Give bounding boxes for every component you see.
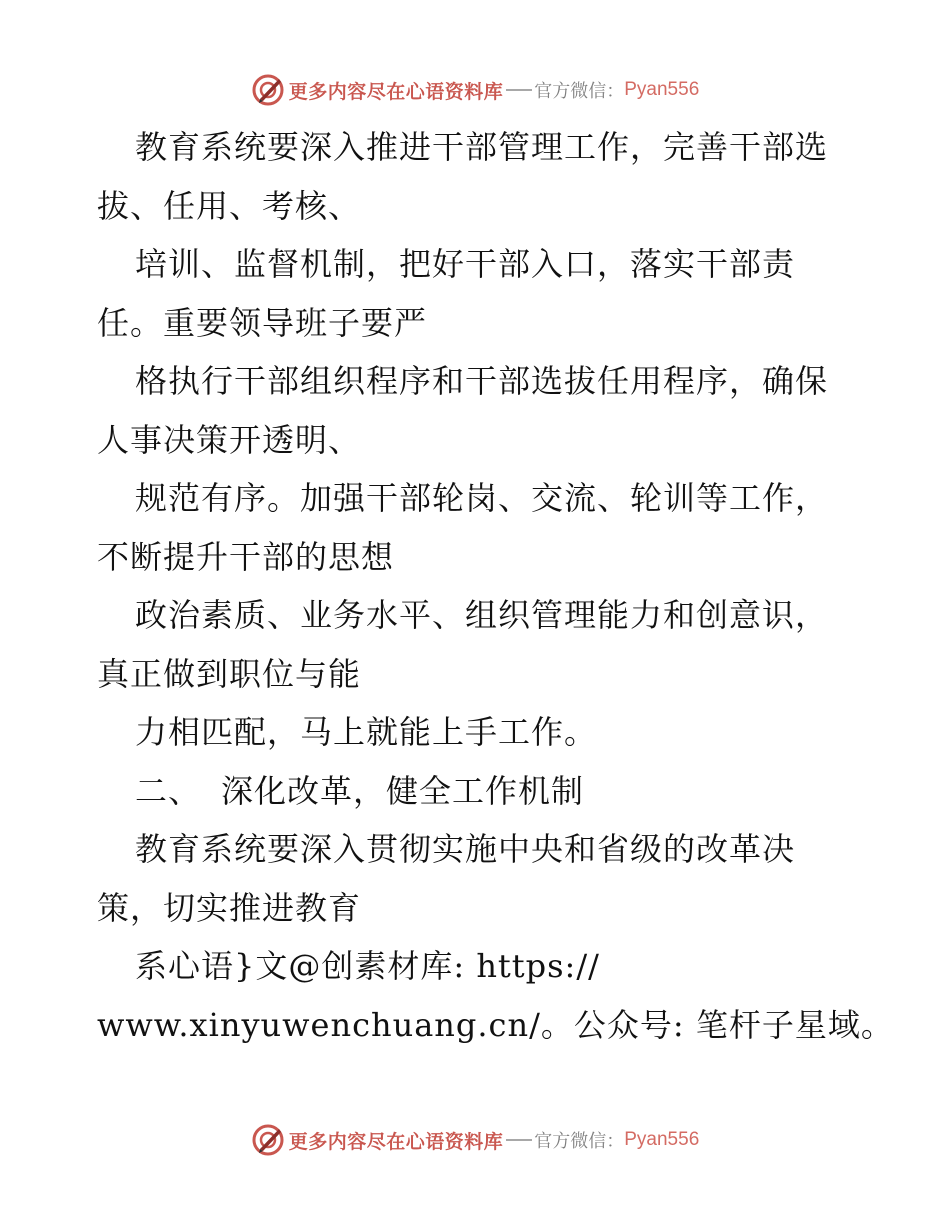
watermark-text: 更多内容尽在心语资料库 (288, 1130, 504, 1153)
paragraph-line: 规范有序。加强干部轮岗、交流、轮训等工作， (135, 479, 829, 517)
paragraph-line: 策，切实推进教育 (97, 888, 362, 927)
section-heading-number: 二、 (135, 771, 202, 810)
watermark-text: 更多内容尽在心语资料库 (288, 80, 504, 103)
paragraph-line: 教育系统要深入贯彻实施中央和省级的改革决 (135, 830, 796, 868)
paragraph-line: 拔、任用、考核、 (97, 186, 362, 225)
paragraph-line: 教育系统要深入推进干部管理工作，完善干部选 (135, 128, 829, 166)
footer-watermark (0, 1122, 950, 1158)
paragraph-line: 政治素质、业务水平、组织管理能力和创意识， (135, 596, 829, 634)
document-body (97, 118, 894, 1054)
paragraph-line: 格执行干部组织程序和干部选拔任用程序，确保 (135, 362, 829, 400)
watermark-wechat-label: 官方微信： (534, 81, 625, 102)
paragraph-line: 系心语}文@创素材库: https:// (135, 947, 600, 985)
paragraph-line: 力相匹配，马上就能上手工作。 (135, 713, 598, 751)
header-watermark (0, 72, 950, 108)
paragraph-line: www.xinyuwenchuang.cn/。公众号: 笔杆子星域。 (97, 1005, 894, 1044)
paragraph-line: 培训、监督机制，把好干部入口，落实干部责 (135, 245, 796, 283)
watermark-wechat-id: Pyan556 (624, 79, 700, 100)
brand-logo-icon (251, 73, 285, 107)
paragraph-line: 不断提升干部的思想 (97, 537, 395, 576)
watermark-wechat-label: 官方微信： (534, 1131, 625, 1152)
brand-logo-icon (251, 1123, 285, 1157)
watermark-wechat-id: Pyan556 (624, 1129, 700, 1150)
paragraph-line: 人事决策开透明、 (97, 420, 362, 459)
paragraph-line: 真正做到职位与能 (97, 654, 362, 693)
watermark-dash (506, 1139, 532, 1141)
paragraph-line: 任。重要领导班子要严 (97, 303, 428, 342)
section-heading (97, 762, 867, 821)
section-heading-text: 深化改革，健全工作机制 (221, 771, 585, 810)
watermark-dash (506, 89, 532, 91)
